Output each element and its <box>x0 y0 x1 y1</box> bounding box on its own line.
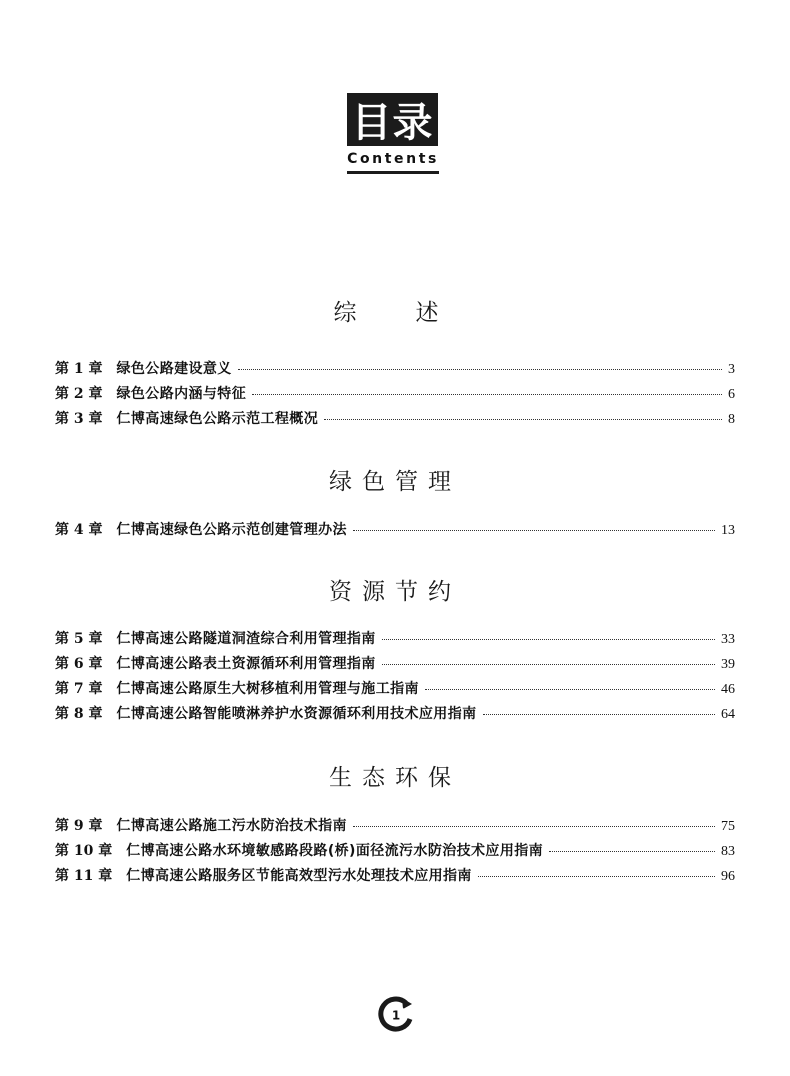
page-number: 64 <box>721 707 735 722</box>
chapter-number: 第 7 章 <box>55 681 103 697</box>
chapter-number: 第 11 章 <box>55 868 113 884</box>
dot-leader <box>353 826 715 827</box>
chapter-number: 第 2 章 <box>55 386 103 402</box>
chapter-title: 仁博高速公路隧道洞渣综合利用管理指南 <box>116 631 376 647</box>
section-entries-overview <box>55 358 735 433</box>
chapter-number: 第 4 章 <box>55 522 103 538</box>
dot-leader <box>478 876 715 877</box>
toc-header <box>347 93 439 174</box>
chapter-number: 第 6 章 <box>55 656 103 672</box>
dot-leader <box>353 530 715 531</box>
toc-subtitle: Contents <box>347 151 439 167</box>
page-number: 83 <box>721 844 735 859</box>
toc-entry[interactable] <box>55 703 735 728</box>
dot-leader <box>425 689 715 690</box>
dot-leader <box>324 419 722 420</box>
page-number: 6 <box>728 387 735 402</box>
section-heading-overview: 综 述 <box>333 300 457 326</box>
page-number: 3 <box>728 362 735 377</box>
footer-page-number: 1 <box>391 1008 401 1023</box>
section-heading-resource-saving: 资源节约 <box>329 579 461 605</box>
chapter-title: 绿色公路内涵与特征 <box>116 386 247 402</box>
chapter-title: 仁博高速绿色公路示范工程概况 <box>116 411 319 427</box>
chapter-number: 第 3 章 <box>55 411 103 427</box>
section-entries-resource-saving <box>55 628 735 728</box>
page-number: 96 <box>721 869 735 884</box>
page-badge <box>376 995 416 1035</box>
chapter-number: 第 8 章 <box>55 706 103 722</box>
page-number: 13 <box>721 523 735 538</box>
chapter-title: 仁博高速公路智能喷淋养护水资源循环利用技术应用指南 <box>116 706 477 722</box>
toc-entry[interactable] <box>55 519 735 544</box>
section-heading-green-management: 绿色管理 <box>329 469 461 495</box>
dot-leader <box>549 851 715 852</box>
dot-leader <box>252 394 722 395</box>
toc-entry[interactable] <box>55 653 735 678</box>
chapter-number: 第 9 章 <box>55 818 103 834</box>
page-number: 8 <box>728 412 735 427</box>
dot-leader <box>483 714 716 715</box>
dot-leader <box>382 639 715 640</box>
toc-entry[interactable] <box>55 408 735 433</box>
chapter-title: 仁博高速公路水环境敏感路段路(桥)面径流污水防治技术应用指南 <box>126 843 544 859</box>
toc-title: 目录 <box>347 93 438 146</box>
chapter-title: 仁博高速公路服务区节能高效型污水处理技术应用指南 <box>126 868 472 884</box>
toc-entry[interactable] <box>55 358 735 383</box>
dot-leader <box>382 664 715 665</box>
page-number: 75 <box>721 819 735 834</box>
header-underline <box>347 171 439 174</box>
dot-leader <box>238 369 722 370</box>
page-number: 46 <box>721 682 735 697</box>
page-number: 33 <box>721 632 735 647</box>
toc-entry[interactable] <box>55 865 735 890</box>
chapter-title: 仁博高速公路施工污水防治技术指南 <box>116 818 347 834</box>
toc-entry[interactable] <box>55 840 735 865</box>
toc-entry[interactable] <box>55 815 735 840</box>
circular-arrow-icon <box>376 995 416 1035</box>
section-heading-eco-protection: 生态环保 <box>329 765 461 791</box>
chapter-number: 第 1 章 <box>55 361 103 377</box>
toc-entry[interactable] <box>55 628 735 653</box>
chapter-title: 仁博高速绿色公路示范创建管理办法 <box>116 522 347 538</box>
toc-entry[interactable] <box>55 383 735 408</box>
page-number: 39 <box>721 657 735 672</box>
section-entries-eco-protection <box>55 815 735 890</box>
chapter-title: 仁博高速公路原生大树移植利用管理与施工指南 <box>116 681 419 697</box>
chapter-number: 第 5 章 <box>55 631 103 647</box>
chapter-number: 第 10 章 <box>55 843 113 859</box>
toc-entry[interactable] <box>55 678 735 703</box>
section-entries-green-management <box>55 519 735 544</box>
chapter-title: 仁博高速公路表土资源循环利用管理指南 <box>116 656 376 672</box>
chapter-title: 绿色公路建设意义 <box>116 361 232 377</box>
